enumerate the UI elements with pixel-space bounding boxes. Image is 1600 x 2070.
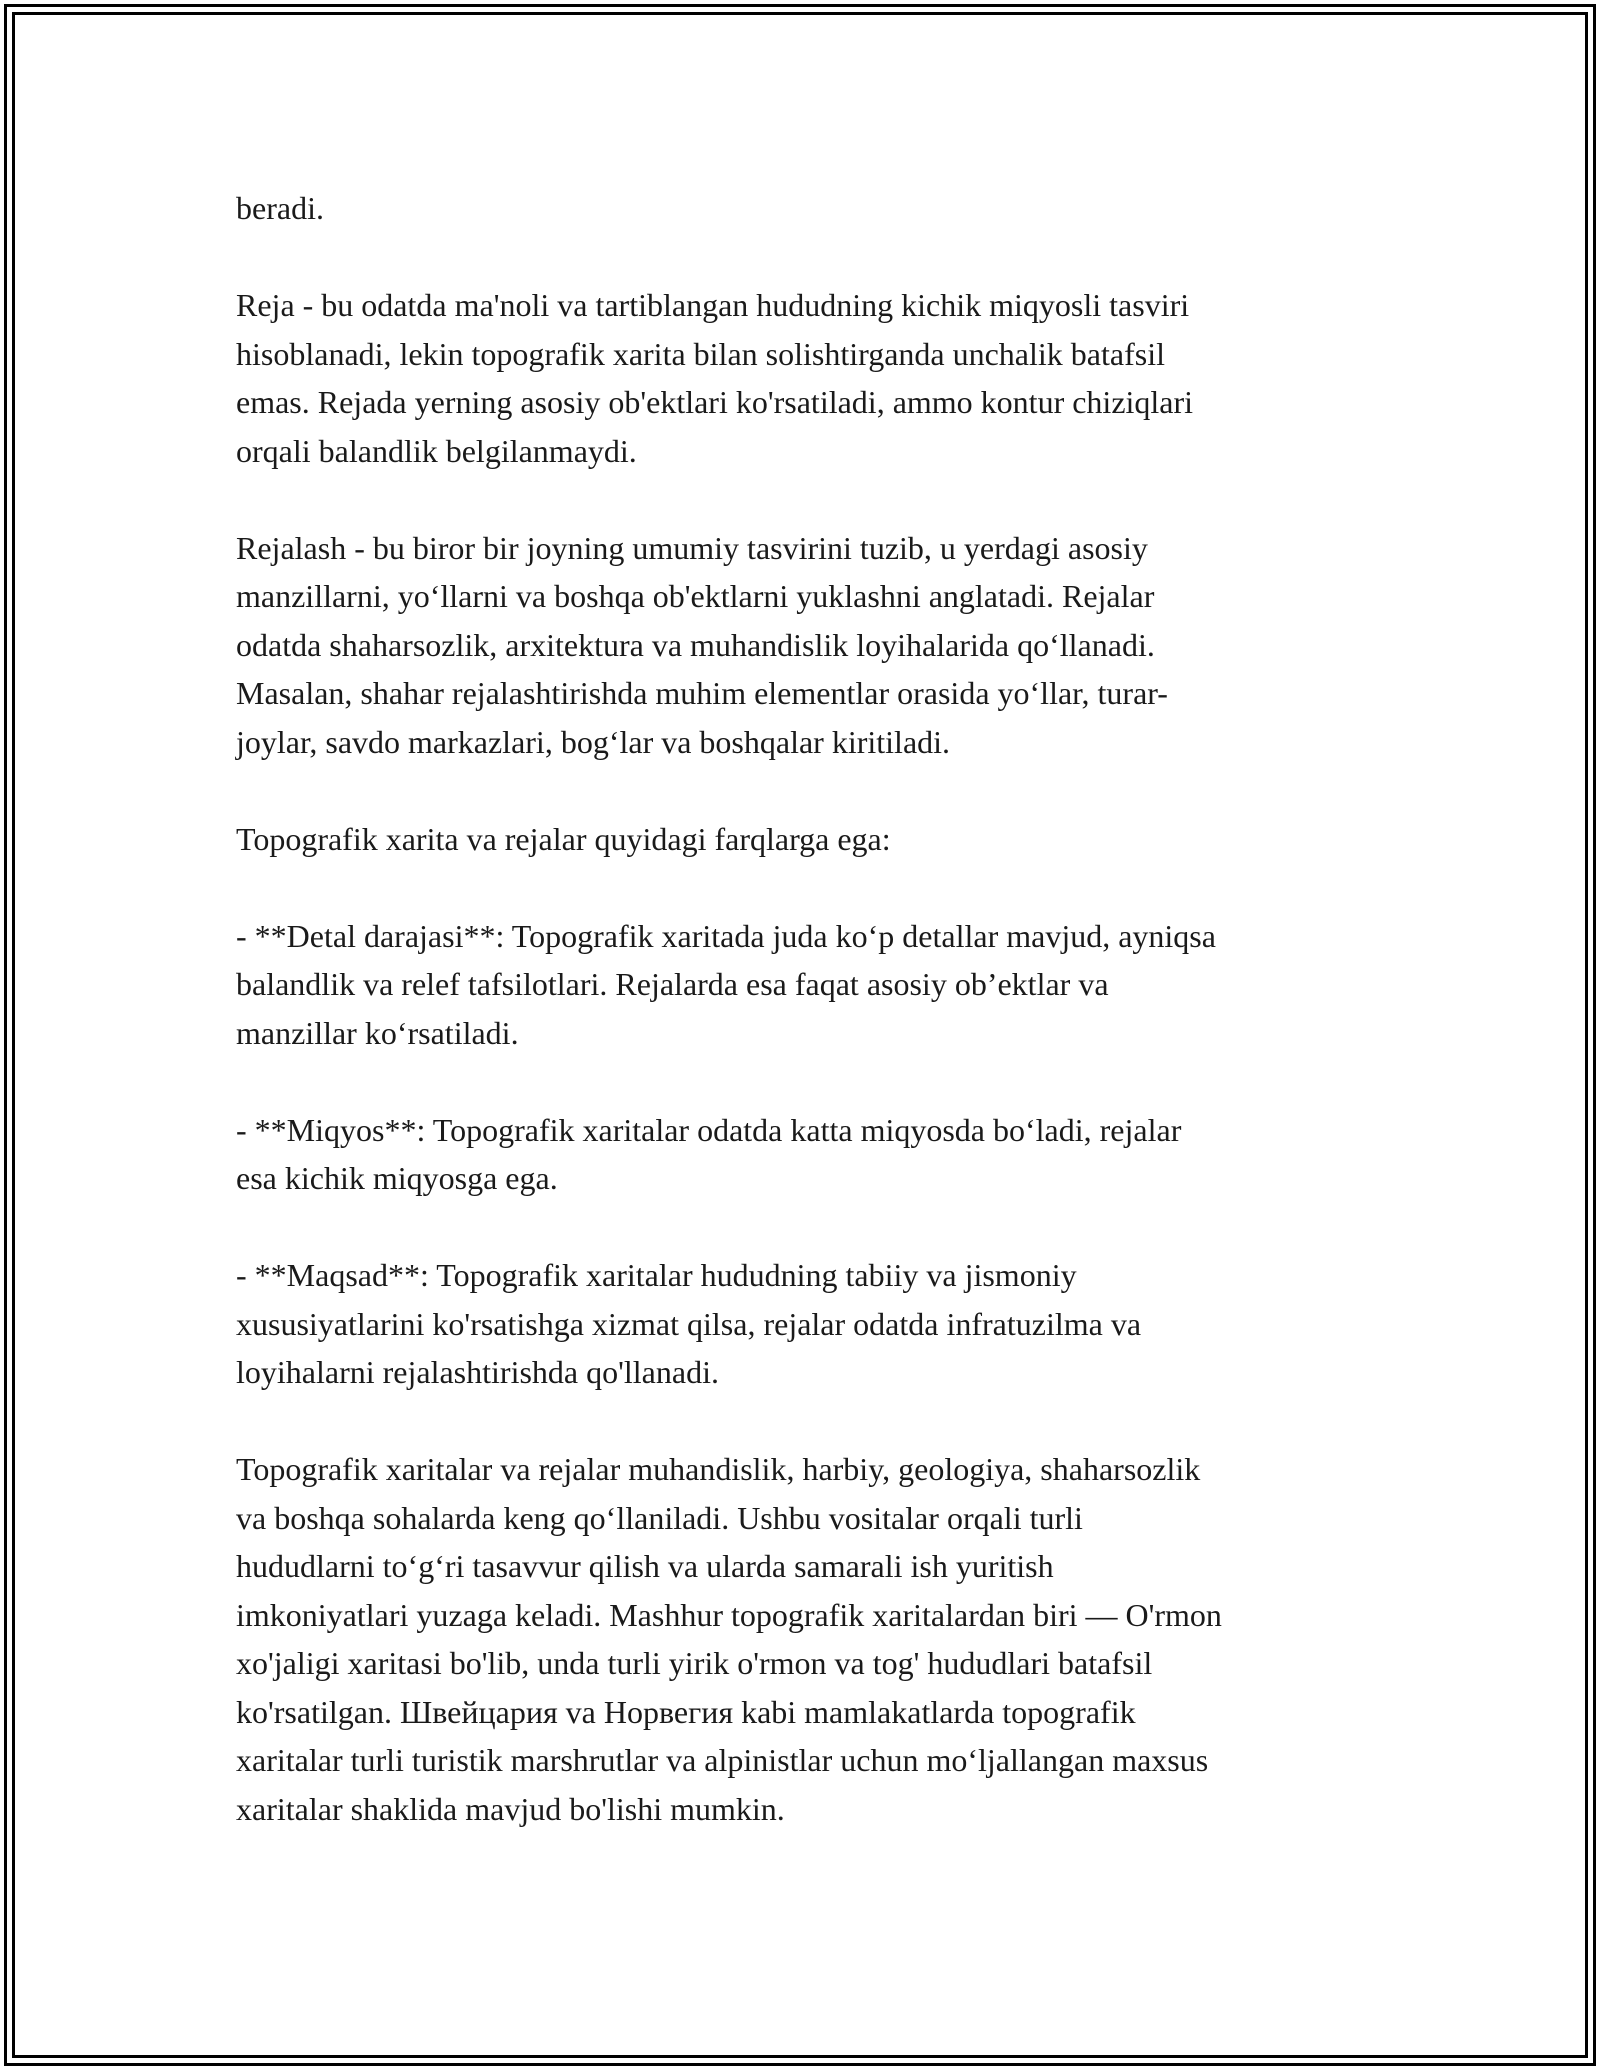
paragraph-continuation: beradi.: [236, 190, 324, 226]
paragraph-rejalash-definition: Rejalash - bu biror bir joyning umumiy tasvirini tuzib, u yerdagi asosiy manzillarni, yo‘llarni va boshqa ob'ektlarni yuklashni anglatadi. Rejalar odatda shaharsozlik, arxitektura va muhandislik loyihalarida qo‘llanadi. Masalan, shahar rejalashtirishda muhim elementlar orasida yo‘llar, turar- joylar, savdo markazlari, bog‘lar va boshqalar kiritiladi.: [236, 529, 1168, 760]
paragraph-reja-definition: Reja - bu odatda ma'noli va tartiblangan hududning kichik miqyosli tasviri hisoblanadi, lekin topografik xarita bilan solishtirganda unchalik batafsil emas. Rejada yerning asosiy ob'ektlari ko'rsatiladi, ammo kontur chiziqlari orqali balandlik belgilanmaydi.: [236, 287, 1194, 469]
list-item-detail-level: - **Detal darajasi**: Topografik xaritada juda ko‘p detallar mavjud, ayniqsa balandlik va relef tafsilotlari. Rejalarda esa faqat asosiy ob’ektlar va manzillar ko‘rsatiladi.: [236, 917, 1216, 1051]
paragraph-differences-intro: Topografik xarita va rejalar quyidagi farqlarga ega:: [236, 820, 891, 857]
list-item-purpose: - **Maqsad**: Topografik xaritalar hududning tabiiy va jismoniy xususiyatlarini ko'rsatishga xizmat qilsa, rejalar odatda infratuzilma va loyihalarni rejalashtirishda qo'llanadi.: [236, 1257, 1142, 1390]
document-body: [236, 184, 1376, 1882]
list-item-scale: - **Miqyos**: Topografik xaritalar odatda katta miqyosda bo‘ladi, rejalar esa kichik miqyosga ega.: [236, 1111, 1182, 1196]
paragraph-applications: Topografik xaritalar va rejalar muhandislik, harbiy, geologiya, shaharsozlik va boshqa sohalarda keng qo‘llaniladi. Ushbu vositalar orqali turli hududlarni to‘g‘ri tasavvur qilish va ularda samarali ish yuritish imkoniyatlari yuzaga keladi. Mashhur topografik xaritalardan biri — O'rmon xo'jaligi xaritasi bo'lib, unda turli yirik o'rmon va tog' hududlari batafsil ko'rsatilgan. Швейцария va Норвегия kabi mamlakatlarda topografik xaritalar turli turistik marshrutlar va alpinistlar uchun mo‘ljallangan maxsus xaritalar shaklida mavjud bo'lishi mumkin.: [236, 1451, 1222, 1827]
